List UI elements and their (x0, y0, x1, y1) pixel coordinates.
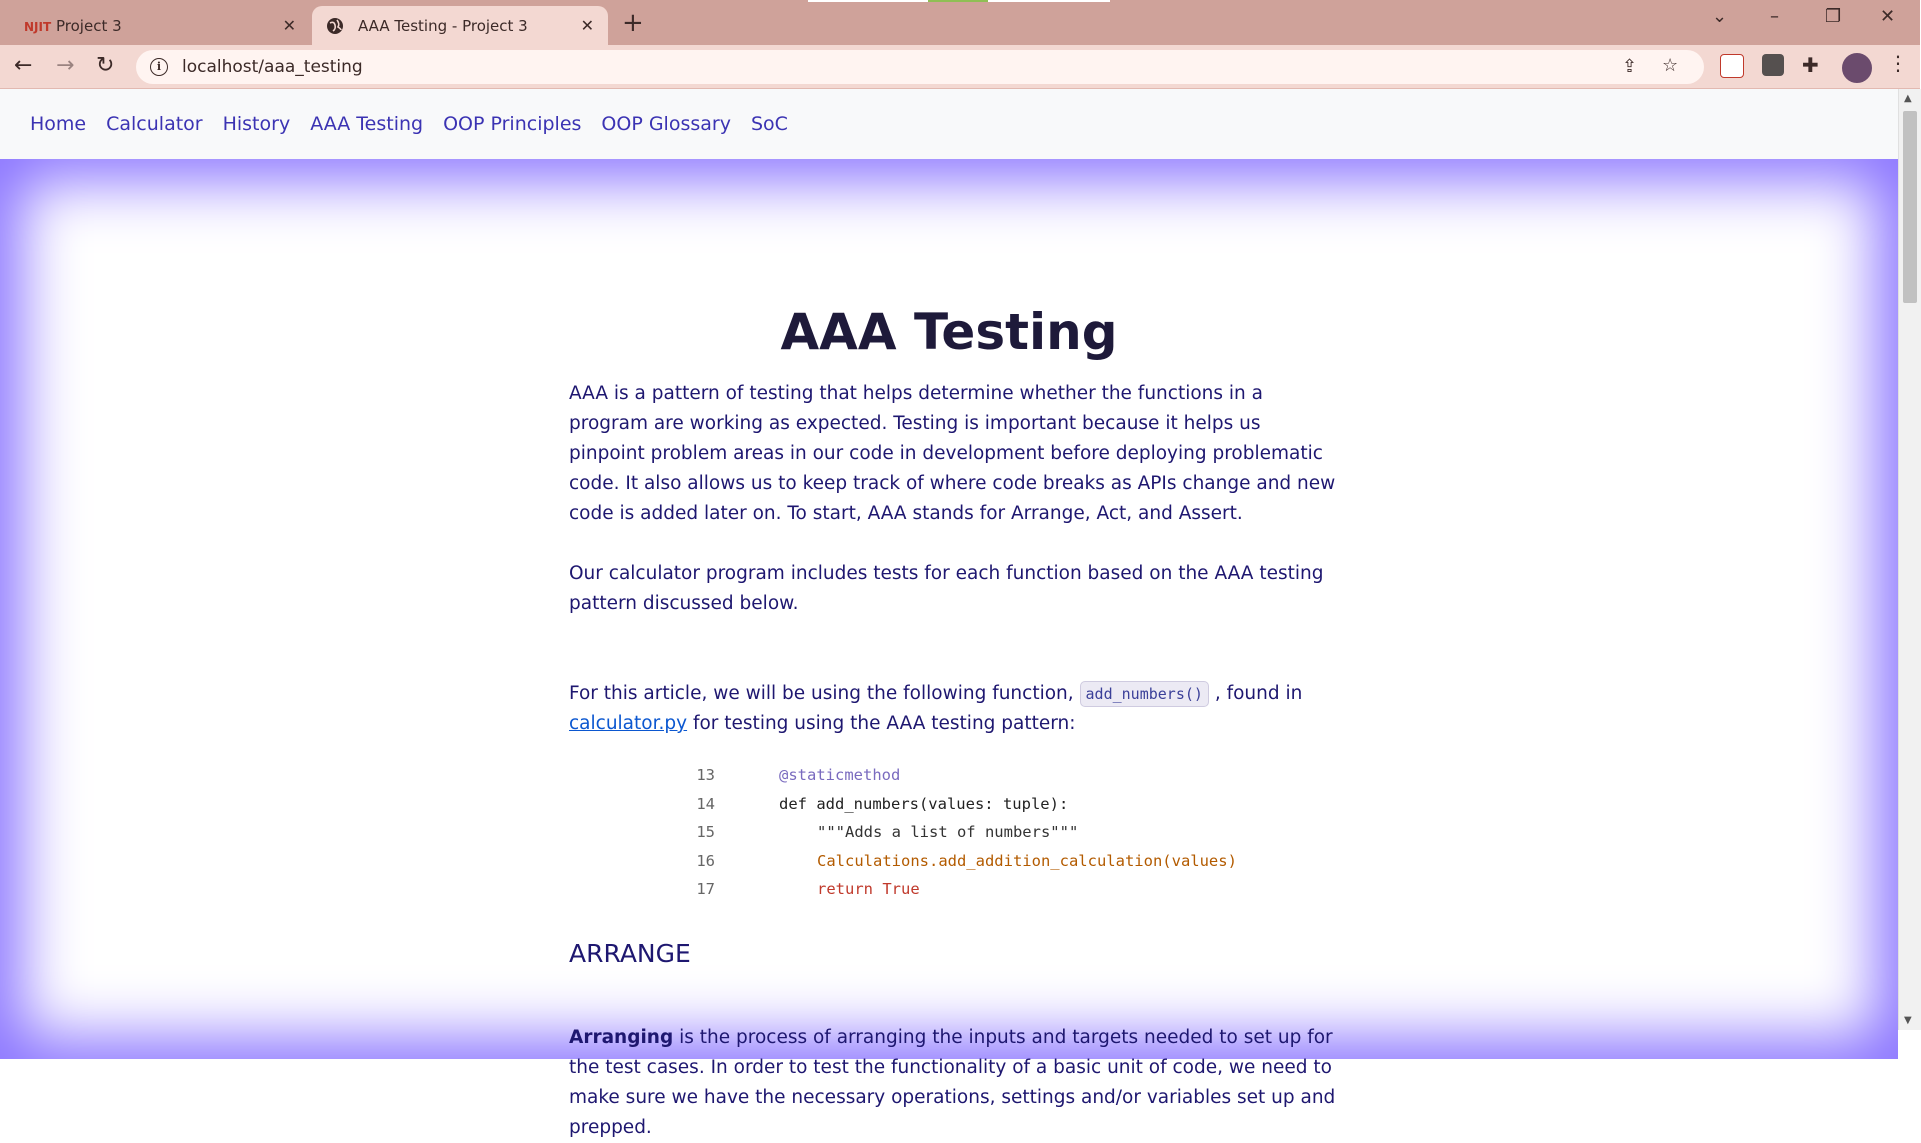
calculator-tests-paragraph: Our calculator program includes tests for each function based on the AAA testing pattern discussed below. (569, 563, 1324, 614)
code-block (669, 761, 1237, 904)
line-number: 15 (696, 823, 715, 841)
share-icon[interactable]: ⇪ (1622, 56, 1638, 77)
nav-home[interactable]: Home (30, 113, 87, 135)
tab-project-3[interactable] (10, 6, 310, 45)
code-line (669, 818, 1237, 847)
tab-search-chevron-icon[interactable]: ⌄ (1712, 6, 1728, 27)
code-line (669, 875, 1237, 904)
scrollbar-thumb[interactable] (1903, 111, 1917, 303)
tab-aaa-testing[interactable] (312, 6, 608, 45)
code-line (669, 847, 1237, 876)
page-scrollbar[interactable] (1898, 89, 1921, 1030)
reload-icon[interactable]: ↻ (96, 53, 115, 78)
code-line (669, 761, 1237, 790)
njit-logo-icon (24, 17, 52, 35)
close-tab-icon[interactable]: ✕ (580, 16, 594, 35)
code-text: @staticmethod (779, 766, 901, 784)
extension-icon[interactable] (1762, 54, 1784, 76)
code-text: Calculations.add_addition_calculation(values) (817, 851, 1237, 870)
nav-calculator[interactable]: Calculator (106, 113, 203, 135)
tab-strip (0, 0, 1920, 45)
code-text: """Adds a list of numbers""" (817, 823, 1079, 841)
nav-oop-principles[interactable]: OOP Principles (443, 113, 582, 135)
minimize-icon[interactable]: – (1770, 6, 1779, 27)
loading-bar (808, 0, 1110, 2)
tab-label: AAA Testing - Project 3 (358, 16, 528, 35)
arrange-bold-term: Arranging (569, 1027, 674, 1048)
site-info-icon[interactable]: i (150, 58, 168, 76)
line-number: 17 (696, 880, 715, 898)
restore-icon[interactable]: ❐ (1825, 6, 1842, 27)
page-title: AAA Testing (780, 303, 1118, 361)
func-para-after: for testing using the AAA testing pattern: (692, 713, 1076, 734)
scroll-down-icon[interactable]: ▼ (1904, 1015, 1912, 1026)
arrange-heading: ARRANGE (569, 939, 691, 968)
back-arrow-icon[interactable]: ← (14, 53, 33, 78)
globe-icon (326, 17, 344, 35)
arrange-paragraph (569, 1023, 1339, 1143)
close-window-icon[interactable]: ✕ (1880, 6, 1896, 27)
nav-oop-glossary[interactable]: OOP Glossary (601, 113, 731, 135)
page-viewport (0, 89, 1898, 1138)
address-bar[interactable] (136, 50, 1704, 84)
tab-label: Project 3 (56, 16, 122, 35)
svg-text:NJIT: NJIT (24, 19, 52, 34)
function-intro-paragraph (569, 679, 1339, 739)
browser-toolbar (0, 45, 1920, 89)
func-para-before: For this article, we will be using the following function, (569, 683, 1074, 704)
code-line (669, 790, 1237, 819)
func-para-middle: , found in (1214, 683, 1303, 704)
code-text: def add_numbers(values: tuple): (779, 794, 1069, 813)
close-tab-icon[interactable]: ✕ (282, 16, 296, 35)
nav-soc[interactable]: SoC (750, 113, 788, 135)
bookmark-star-icon[interactable]: ☆ (1662, 55, 1679, 76)
url-text[interactable]: localhost/aaa_testing (182, 57, 363, 77)
arrange-text: is the process of arranging the inputs and targets needed to set up for the test cases. In order to test the functionality of a basic unit of code, we need to make sure we have the necessary operations, settings and/or variables set up and prepped. (569, 1027, 1336, 1138)
new-tab-icon[interactable]: + (622, 8, 644, 38)
code-text: return True (817, 880, 920, 898)
nav-aaa-testing[interactable]: AAA Testing (310, 113, 424, 135)
forward-arrow-icon[interactable]: → (56, 53, 75, 78)
profile-avatar[interactable] (1840, 51, 1874, 85)
line-number: 14 (696, 794, 715, 813)
menu-kebab-icon[interactable]: ⋮ (1888, 51, 1908, 75)
puzzle-extensions-icon[interactable]: ✚ (1802, 53, 1819, 77)
intro-paragraph: AAA is a pattern of testing that helps determine whether the functions in a program are working as expected. Testing is important because it helps us pinpoint problem areas in our code in development before deploying problematic code. It also allows us to keep track of where code breaks as APIs change and new code is added later on. To start, AAA stands for Arrange, Act, and Assert. (569, 383, 1336, 524)
scroll-up-icon[interactable]: ▲ (1904, 93, 1912, 104)
inline-code-add-numbers: add_numbers() (1080, 681, 1209, 707)
site-navbar (0, 89, 1898, 159)
line-number: 13 (696, 766, 715, 784)
pocket-extension-icon[interactable] (1720, 54, 1744, 78)
nav-history[interactable]: History (222, 113, 291, 135)
line-number: 16 (696, 851, 715, 870)
calculator-py-link[interactable]: calculator.py (569, 713, 688, 734)
